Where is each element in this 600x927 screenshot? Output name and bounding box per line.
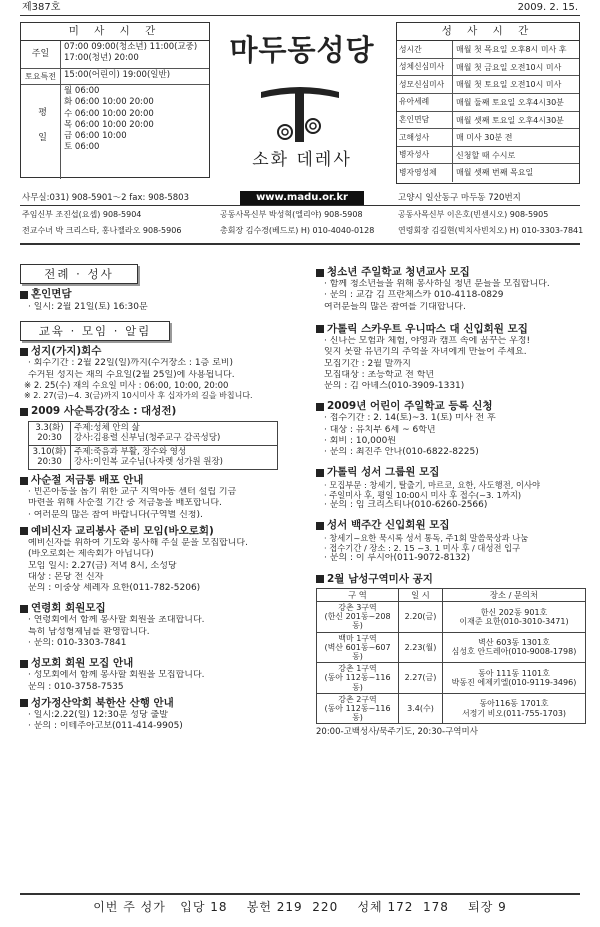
section-title: 가톨릭 성서 그룹원 모집 [327, 466, 440, 479]
district-footnote: 20:00-고백성사/묵주기도, 20:30-구역미사 [316, 727, 478, 738]
district-row [317, 663, 586, 694]
mass-row-saturday [21, 69, 209, 85]
website-link[interactable]: www.madu.or.kr [240, 191, 364, 205]
sacrament-label: 고해성사 [397, 129, 453, 146]
district-date: 3.4(수) [399, 693, 443, 724]
lecture-row [29, 445, 278, 469]
palm-section [20, 345, 300, 358]
sacrament-value: 매월 첫 금요일 오전10시 미사 [456, 62, 562, 72]
mass-times-title: 미 사 시 간 [21, 23, 209, 41]
bible-line: · 문의 : 임 크리스티나(010-6260-2566) [324, 500, 488, 511]
district-date: 2.23(월) [399, 632, 443, 663]
piggy-line: 마련을 위해 사순절 기간 중 저금통을 배포합니다. [28, 498, 222, 509]
section-title: 성지(가지)회수 [31, 345, 102, 358]
lecture-table [28, 421, 278, 471]
contact-pastor: 주임신부 조진섭(요셉) 908-5904 [22, 210, 142, 219]
catechumen-section [20, 525, 300, 538]
office-contact: 사무실:031) 908-5901～2 fax: 908-5803 [22, 193, 189, 203]
funeral-line: · 연령회에서 함께 봉사할 회원을 초대합니다. [28, 615, 205, 626]
scouts-line: 잊지 못할 유년기의 추억을 자녀에게 만들어 주세요. [324, 347, 527, 358]
cross-rose-icon [255, 82, 345, 144]
hymn-numbers: 이번 주 성가 입당 18 봉헌 219 220 성체 172 178 퇴장 9 [93, 900, 507, 914]
piggy-line: · 여러분의 많은 참여 바랍니다(구역별 신청). [28, 509, 203, 520]
funeral-line: 특히 남성형제님를 환영합니다. [28, 626, 150, 637]
mass-row-label: 주일 [21, 41, 61, 68]
bible100-line: · 문의 : 이 루시아(011-9072-8132) [324, 553, 471, 564]
divider [20, 243, 580, 245]
bullet-icon [316, 522, 324, 530]
catechumen-line: 문의 : 이중상 세례자 요한(011-782-5206) [28, 583, 201, 593]
sacraments-box [396, 22, 580, 184]
lecture-topic: 주제:성체 안의 삶 강사:김용렬 신부님(청주교구 감곡성당) [71, 421, 278, 445]
section-title: 2009 사순특강(장소 : 대성전) [31, 405, 177, 418]
sacrament-label: 유아세례 [397, 94, 453, 111]
district-header: 일 시 [399, 588, 443, 601]
section-title: 2009년 어린이 주일학교 등록 신청 [327, 400, 493, 413]
mass-row-value: 월 06:00 화 06:00 10:00 20:00 수 06:00 10:00 20:00 목 06:00 10:00 20:00 금 06:00 10:00 토 06:00 [64, 86, 154, 153]
district-place: 한신 202동 901호 이재준 요한(010-3010-3471) [443, 602, 586, 633]
district-area: 강촌 2구역 (동아 112동~116동) [317, 693, 399, 724]
sacrament-label: 성모신심미사 [397, 76, 453, 93]
district-row [317, 602, 586, 633]
header-rule [20, 15, 580, 16]
district-place: 동아116동 1701호 서정기 비오(011-755-1703) [443, 693, 586, 724]
section-title: 예비신자 교리봉사 준비 모임(바오로회) [31, 524, 214, 537]
sacraments-list [397, 41, 579, 182]
sacrament-label: 혼인면담 [397, 112, 453, 129]
hiking-line: · 일시:2.22(일) 12:30분 성당 출발 [28, 709, 168, 720]
funeral-line: · 문의: 010-3303-7841 [28, 637, 127, 648]
sunday-school-section [316, 400, 586, 413]
sacrament-value: 매월 첫 목요일 오후8시 미사 후 [456, 45, 567, 55]
sacraments-title: 성 사 시 간 [397, 23, 579, 41]
bullet-icon [20, 605, 28, 613]
section-title: 연령회 회원모집 [31, 602, 106, 615]
right-column [316, 262, 586, 738]
district-header: 구 역 [317, 588, 399, 601]
mass-row-sunday [21, 41, 209, 69]
sacrament-value: 매월 첫 토요일 오전10시 미사 [456, 80, 562, 90]
hiking-line: · 문의 : 이테주아고보(011-414-9905) [28, 721, 183, 732]
bullet-icon [316, 269, 324, 277]
piggybank-section [20, 474, 300, 487]
mass-times-box [20, 22, 210, 178]
sacrament-row [397, 41, 579, 59]
contact-funeral: 연령회장 김길현(빅치사빈치오) H) 010-3303-7841 [398, 226, 584, 235]
sacrament-row [397, 94, 579, 112]
bullet-icon [20, 477, 28, 485]
district-header-row [317, 588, 586, 601]
youth-teacher-section [316, 266, 586, 279]
issue-date: 2009. 2. 15. [517, 2, 578, 13]
sacrament-value: 매 미사 30분 전 [456, 133, 513, 143]
left-column [20, 262, 300, 732]
mass-row-weekday [21, 85, 209, 179]
parish-name: 마두동성당 [229, 33, 375, 67]
bullet-icon [20, 699, 28, 707]
lecture-row [29, 421, 278, 445]
sunday-school-line: · 접수기간 : 2. 14(토)~3. 1(토) 미사 전 후 [324, 413, 496, 424]
section-title: 성모회 회원 모집 안내 [31, 657, 134, 670]
district-area: 백마 1구역 (벽산 601동~607동) [317, 632, 399, 663]
sacrament-row [397, 147, 579, 165]
bullet-icon [316, 575, 324, 583]
scouts-line: 모집기간 : 2월 말까지 [324, 358, 411, 369]
section-title: 2월 남성구역미사 공지 [327, 572, 433, 585]
lecture-topic: 주제:죽음과 부활, 장수와 영성 강사:이인복 교수님(나자렛 성가원 원장) [71, 445, 278, 469]
mass-row-label: 토요특전 [21, 69, 61, 84]
bible100-line: · 접수기간 / 장소 : 2. 15 ~3. 1 미사 후 / 대성전 입구 [324, 542, 521, 553]
mass-row-value: 15:00(어린이) 19:00(일반) [64, 70, 171, 81]
catechumen-line: (바오로회는 제속회가 아닙니다) [28, 549, 154, 560]
bullet-icon [20, 660, 28, 668]
bullet-icon [20, 291, 28, 299]
catechumen-line: 대상 : 본당 전 신자 [28, 571, 104, 582]
catechumen-line: 모임 일시: 2.27(금) 저녁 8시, 소성당 [28, 560, 177, 571]
wedding-line: · 일시: 2월 21일(토) 16:30분 [28, 301, 148, 312]
bible-line: · 모집부문 : 창세기, 탈출기, 마르코, 요한, 사도행전, 이사야 [324, 479, 541, 490]
palm-note: ※ 2. 27(금)~4. 3(금)까지 10시미사 후 십자가의 길을 바칩니다. [24, 391, 253, 401]
sacrament-row [397, 76, 579, 94]
sacrament-label: 병자성사 [397, 147, 453, 164]
sacrament-label: 성시간 [397, 41, 453, 58]
sacrament-value: 신청할 때 수시로 [456, 150, 516, 160]
bible-line: · 주일미사 후, 평일 10:00시 미사 후 접수(~3. 1까지) [324, 489, 522, 500]
scouts-line: · 신나는 모험과 체험, 야영과 캠프 속에 꿈꾸는 우정! [324, 336, 531, 346]
sacrament-row [397, 59, 579, 77]
wedding-section [20, 288, 300, 301]
issue-number: 제387호 [22, 2, 61, 13]
lecture-date: 3.10(화) 20:30 [29, 445, 71, 469]
sacrament-row [397, 112, 579, 130]
footer-rule [20, 893, 580, 895]
youth-line: · 함께 청소년들을 위해 봉사하실 청년 분들을 모집합니다. [324, 279, 550, 290]
mass-row-label: 평일 [21, 85, 61, 179]
parish-patron: 소화 데레사 [252, 150, 352, 170]
parish-address: 고양시 일산동구 마두동 720번지 [398, 193, 521, 203]
sacrament-row [397, 129, 579, 147]
lecture-section [20, 405, 300, 418]
sunday-school-line: · 문의 : 최진주 안나(010-6822-8225) [324, 447, 479, 458]
youth-line: · 문의 : 교감 김 프란체스카 010-4118-0829 [324, 290, 504, 301]
catechumen-line: 예비신자를 위하여 기도와 봉사해 주실 분을 모집합니다. [28, 538, 248, 548]
sacrament-row [397, 164, 579, 182]
bible100-line: · 창세기~요한 묵시록 성서 통독, 주1회 말씀묵상과 나눔 [324, 532, 529, 543]
bullet-icon [20, 527, 28, 535]
hiking-section [20, 697, 300, 710]
section-title: 성서 백주간 신입회원 모집 [327, 519, 450, 532]
district-table [316, 588, 586, 725]
district-place: 동아 111동 1101호 박동진 에제키엘(010-9119-3496) [443, 663, 586, 694]
district-rows [317, 602, 586, 724]
bullet-icon [20, 408, 28, 416]
section-title: 가톨릭 스카우트 우니따스 대 신입회원 모집 [327, 322, 528, 335]
mothers-section [20, 657, 300, 670]
funeral-section [20, 602, 300, 615]
district-row [317, 693, 586, 724]
district-row [317, 632, 586, 663]
sunday-school-line: · 대상 : 유치부 6세 ~ 6학년 [324, 424, 436, 435]
section-title: 성가정산악회 북한산 산행 안내 [31, 696, 174, 709]
bullet-icon [316, 325, 324, 333]
contact-sisters: 전교수녀 박 크리스타, 홍나젤라오 908-5906 [22, 226, 182, 235]
education-banner: 교육 · 모임 · 알림 [20, 321, 170, 341]
district-date: 2.20(금) [399, 602, 443, 633]
bullet-icon [316, 403, 324, 411]
bible-group-section [316, 466, 586, 479]
palm-note: ※ 2. 25(수) 재의 수요일 미사 : 06:00, 10:00, 20:00 [24, 380, 229, 391]
liturgy-banner: 전례 · 성사 [20, 264, 138, 284]
scouts-line: 문의 : 김 아녜스(010-3909-1331) [324, 381, 465, 391]
section-title: 사순절 저금통 배포 안내 [31, 474, 144, 486]
sacrament-label: 병자영성체 [397, 164, 453, 182]
district-header: 장소 / 문의처 [443, 588, 586, 601]
palm-line: 수거된 성지는 재의 수요일(2월 25일)에 사용됩니다. [28, 369, 235, 380]
sacrament-label: 성체신심미사 [397, 59, 453, 76]
district-date: 2.27(금) [399, 663, 443, 694]
bible100-section [316, 519, 586, 532]
district-mass-section [316, 573, 586, 586]
contact-assistant-1: 공동사목신부 박성혁(엘리야) 908-5908 [220, 210, 363, 219]
district-area: 강촌 1구역 (동아 112동~116동) [317, 663, 399, 694]
bullet-icon [20, 348, 28, 356]
sacrament-value: 매월 셋째 번째 목요일 [456, 168, 534, 178]
mothers-line: 문의 : 010-3758-7535 [28, 681, 124, 692]
contact-council: 총회장 김수경(베드로) H) 010-4040-0128 [220, 226, 375, 235]
mass-row-value: 07:00 09:00(청소년) 11:00(교중) 17:00(청년) 20:00 [64, 42, 198, 63]
district-place: 벽산 603동 1301호 심성호 안드레아(010-9008-1798) [443, 632, 586, 663]
mothers-line: · 성모회에서 함께 봉사할 회원을 모집합니다. [28, 670, 205, 681]
scouts-line: 모집대상 : 초등학교 전 학년 [324, 369, 435, 380]
youth-line: 여러분들의 많은 참여를 기대합니다. [324, 301, 466, 312]
scouts-section [316, 323, 586, 336]
section-title: 혼인면담 [31, 288, 72, 301]
sacrament-value: 매월 셋째 토요일 오후4시30분 [456, 115, 564, 125]
contact-assistant-2: 공동사목신부 이은호(빈센시오) 908-5905 [398, 210, 549, 219]
contact-rule [20, 205, 580, 206]
district-area: 강촌 3구역 (한신 201동~208동) [317, 602, 399, 633]
lecture-date: 3.3(화) 20:30 [29, 421, 71, 445]
section-title: 청소년 주일학교 청년교사 모집 [327, 266, 470, 278]
sacrament-value: 매월 둘째 토요일 오후4시30분 [456, 97, 564, 107]
bullet-icon [316, 469, 324, 477]
palm-line: · 회수기간 : 2월 22일(일)까지(수거장소 : 1층 로비) [28, 358, 234, 369]
sunday-school-line: · 회비 : 10,000원 [324, 435, 397, 446]
piggy-line: · 빈곤아동을 돕기 위한 교구 지역아동 센터 설립 기금 [28, 487, 237, 498]
